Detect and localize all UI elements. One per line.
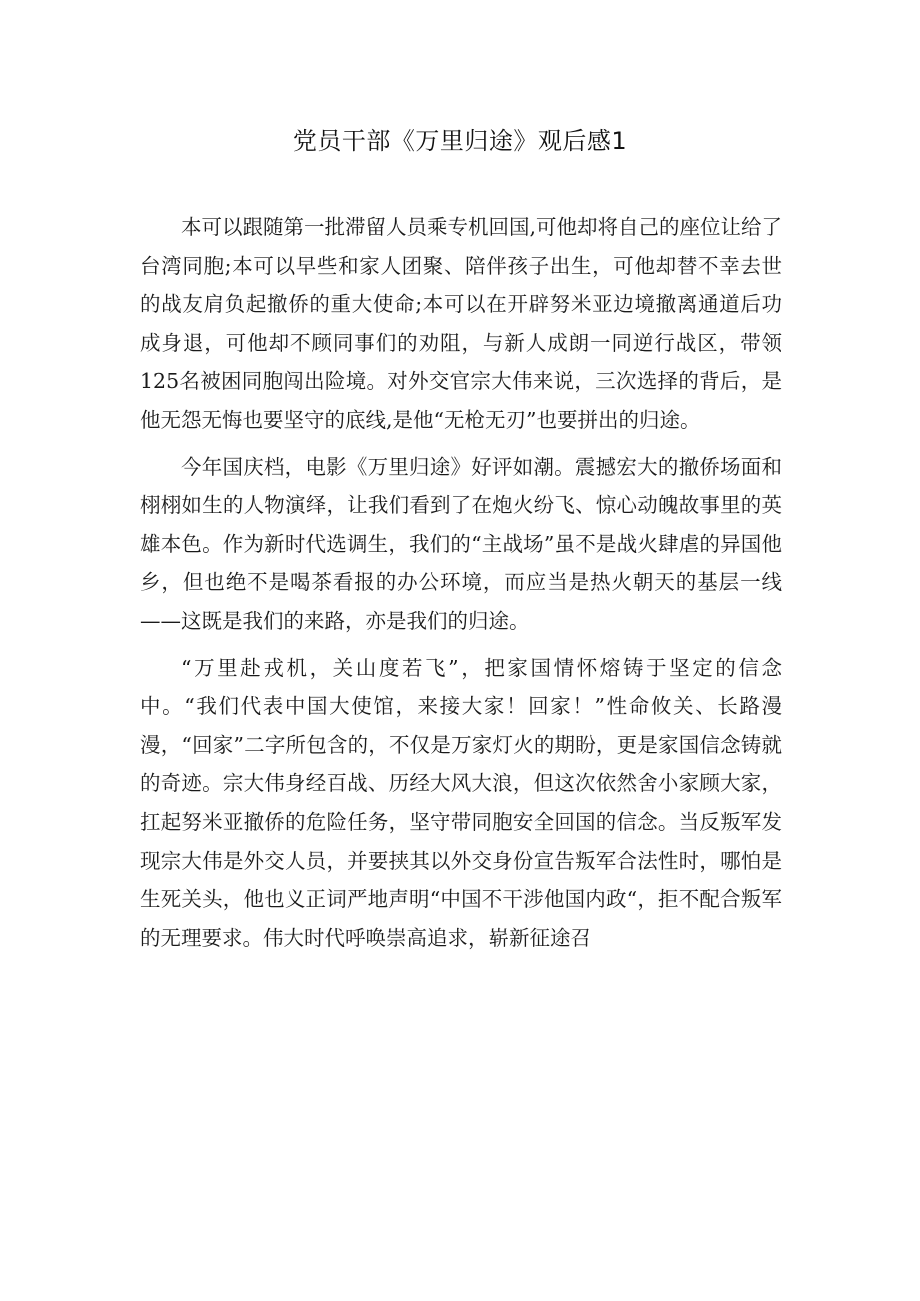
paragraph-3: “万里赴戎机，关山度若飞”，把家国情怀熔铸于坚定的信念中。“我们代表中国大使馆，来接大家！回家！”性命攸关、长路漫漫，“回家”二字所包含的，不仅是万家灯火的期盼，更是家国信念铸就的奇迹。宗大伟身经百战、历经大风大浪，但这次依然舍小家顾大家，扛起努米亚撤侨的危险任务，坚守带同胞安全回国的信念。当反叛军发现宗大伟是外交人员，并要挟其以外交身份宣告叛军合法性时，哪怕是生死关头，他也义正词严地声明“中国不干涉他国内政“，拒不配合叛军的无理要求。伟大时代呼唤崇高追求，崭新征途召 xyxy=(140,655,782,950)
paragraph-2: 今年国庆档，电影《万里归途》好评如潮。震撼宏大的撤侨场面和栩栩如生的人物演绎，让我们看到了在炮火纷飞、惊心动魄故事里的英雄本色。作为新时代选调生，我们的“主战场”虽不是战火肆虐的异国他乡，但也绝不是喝茶看报的办公环境，而应当是热火朝天的基层一线——这既是我们的来路，亦是我们的归途。 xyxy=(140,454,782,633)
document-body xyxy=(140,208,782,965)
paragraph-1: 本可以跟随第一批滞留人员乘专机回国,可他却将自己的座位让给了台湾同胞;本可以早些和家人团聚、陪伴孩子出生，可他却替不幸去世的战友肩负起撤侨的重大使命;本可以在开辟努米亚边境撤离通道后功成身退，可他却不顾同事们的劝阻，与新人成朗一同逆行战区，带领125名被困同胞闯出险境。对外交官宗大伟来说，三次选择的背后，是他无怨无悔也要坚守的底线,是他“无枪无刃”也要拼出的归途。 xyxy=(140,215,783,432)
document-title: 党员干部《万里归途》观后感1 xyxy=(292,127,628,155)
